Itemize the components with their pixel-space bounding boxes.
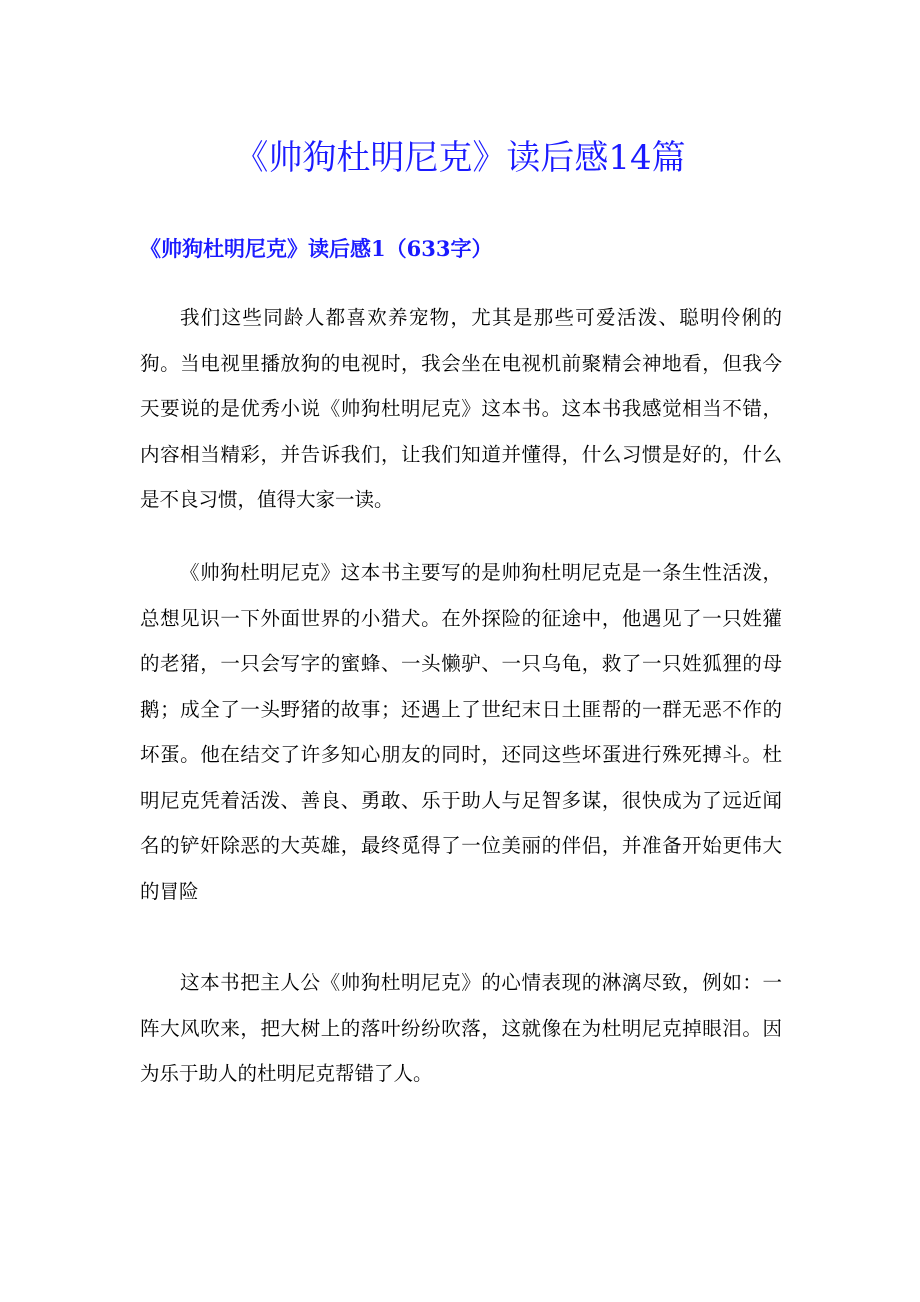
body-paragraph-1: 我们这些同龄人都喜欢养宠物，尤其是那些可爱活泼、聪明伶俐的狗。当电视里播放狗的电视时，我会坐在电视机前聚精会神地看，但我今天要说的是优秀小说《帅狗杜明尼克》这本书。这本书我感觉相当不错，内容相当精彩，并告诉我们，让我们知道并懂得，什么习惯是好的，什么是不良习惯，值得大家一读。 bbox=[140, 306, 782, 511]
body-paragraph-3: 这本书把主人公《帅狗杜明尼克》的心情表现的淋漓尽致，例如：一阵大风吹来，把大树上的落叶纷纷吹落，这就像在为杜明尼克掉眼泪。因为乐于助人的杜明尼克帮错了人。 bbox=[140, 971, 782, 1085]
document-title: 《帅狗杜明尼克》读后感14篇 bbox=[234, 138, 686, 178]
body-paragraph-2: 《帅狗杜明尼克》这本书主要写的是帅狗杜明尼克是一条生性活泼，总想见识一下外面世界的小猎犬。在外探险的征途中，他遇见了一只姓獾的老猪，一只会写字的蜜蜂、一头懒驴、一只乌龟，救了一只姓狐狸的母鹅；成全了一头野猪的故事；还遇上了世纪末日土匪帮的一群无恶不作的坏蛋。他在结交了许多知心朋友的同时，还同这些坏蛋进行殊死搏斗。杜明尼克凭着活泼、善良、勇敢、乐于助人与足智多谋，很快成为了远近闻名的铲奸除恶的大英雄，最终觅得了一位美丽的伴侣，并准备开始更伟大的冒险 bbox=[140, 561, 782, 903]
section-heading: 《帅狗杜明尼克》读后感1（633字） bbox=[140, 236, 493, 261]
